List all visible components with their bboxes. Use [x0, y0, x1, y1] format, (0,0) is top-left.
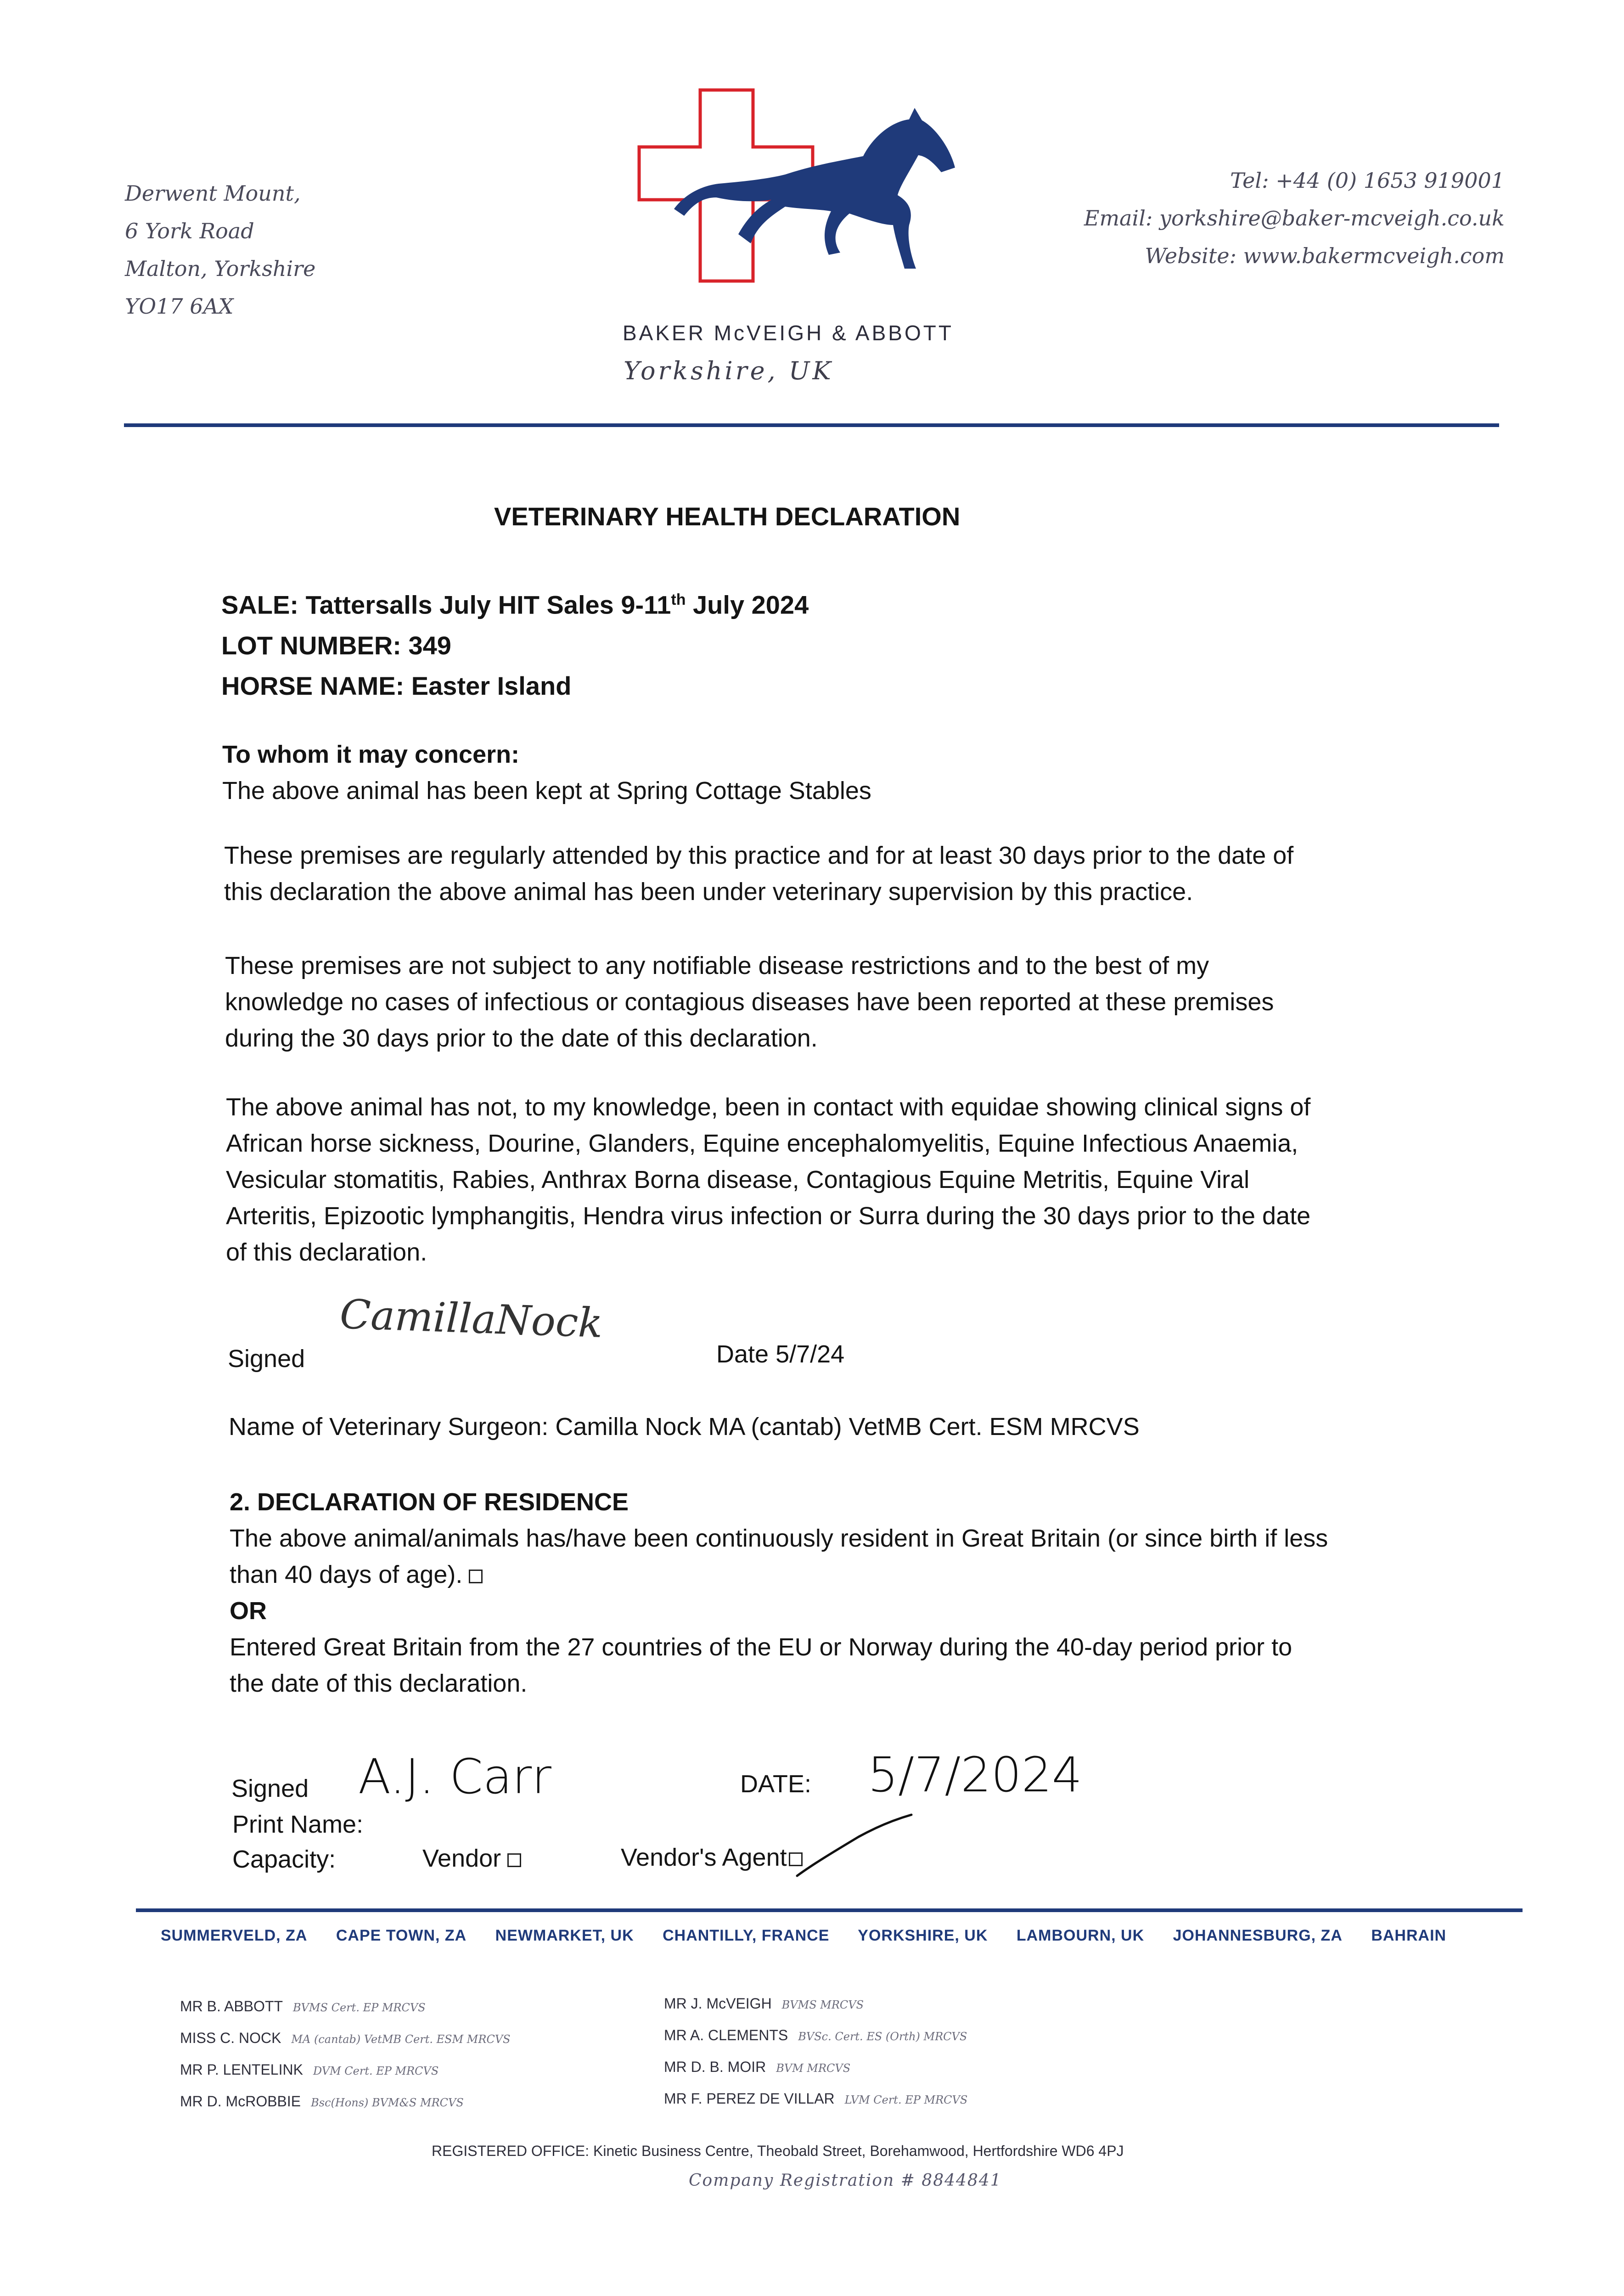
office-location: CAPE TOWN, ZA [336, 1927, 467, 1944]
vendor-checkbox[interactable] [507, 1853, 521, 1867]
document-title: VETERINARY HEALTH DECLARATION [494, 502, 961, 531]
print-name-label: Print Name: [232, 1811, 364, 1838]
practice-contact [1084, 162, 1505, 275]
footer-rule [136, 1908, 1523, 1912]
office-location: NEWMARKET, UK [495, 1927, 634, 1944]
staff-member: MR A. CLEMENTS BVSc. Cert. ES (Orth) MRCVS [664, 2027, 967, 2043]
staff-member: MR B. ABBOTT BVMS Cert. EP MRCVS [180, 1998, 426, 2015]
office-location: JOHANNESBURG, ZA [1173, 1927, 1343, 1944]
sale-details [221, 580, 809, 706]
vendor-date-value: 5/7/2024 [868, 1747, 1083, 1803]
website-line[interactable]: Website: www.bakermcveigh.com [1145, 243, 1505, 268]
address-line: Malton, Yorkshire [125, 256, 316, 281]
address-line: 6 York Road [125, 219, 254, 243]
staff-member: MR P. LENTELINK DVM Cert. EP MRCVS [180, 2061, 439, 2078]
staff-member: MR J. McVEIGH BVMS MRCVS [664, 1995, 864, 2012]
horse-name-line: HORSE NAME: Easter Island [221, 671, 572, 700]
email-line[interactable]: Email: yorkshire@baker-mcveigh.co.uk [1084, 206, 1505, 231]
salutation: To whom it may concern: [222, 741, 520, 768]
kept-at-line: The above animal has been kept at Spring Cottage Stables [222, 777, 871, 805]
vendor-date-label: DATE: [740, 1770, 812, 1798]
phone-line: Tel: +44 (0) 1653 919001 [1230, 168, 1505, 193]
intro-block [222, 737, 1462, 809]
office-location: CHANTILLY, FRANCE [663, 1927, 830, 1944]
office-location: BAHRAIN [1371, 1927, 1447, 1944]
company-location: Yorkshire, UK [624, 356, 834, 385]
capacity-label: Capacity: [232, 1846, 336, 1873]
vet-date: Date 5/7/24 [716, 1340, 845, 1368]
vendor-signed-label: Signed [231, 1775, 309, 1802]
staff-member: MR F. PEREZ DE VILLAR LVM Cert. EP MRCVS [664, 2090, 968, 2107]
residence-line-4: the date of this declaration. [230, 1670, 528, 1697]
galloping-horse-icon [674, 108, 955, 269]
address-line: YO17 6AX [125, 294, 234, 319]
vet-signature: CamillaNock [339, 1290, 604, 1347]
residence-line-1: The above animal/animals has/have been continuously resident in Great Britain (or since birth if less [230, 1525, 1328, 1552]
residence-section [230, 1484, 1538, 1702]
practice-address [125, 174, 315, 325]
staff-member: MISS C. NOCK MA (cantab) VetMB Cert. ESM MRCVS [180, 2030, 511, 2046]
vendor-option: Vendor [422, 1840, 521, 1877]
agent-tick-mark [794, 1809, 914, 1878]
company-name: BAKER McVEIGH & ABBOTT [623, 321, 954, 345]
registered-office: REGISTERED OFFICE: Kinetic Business Centre, Theobald Street, Borehamwood, Hertfordshire WD6 4PJ [432, 2143, 1124, 2159]
office-location: YORKSHIRE, UK [858, 1927, 988, 1944]
vendor-signature: A.J. Carr [358, 1749, 552, 1805]
supervision-paragraph: These premises are regularly attended by this practice and for at least 30 days prior to the date of this declaration the above animal has been under veterinary supervision by this practice. [224, 842, 1294, 906]
company-logo-icon [634, 87, 964, 289]
staff-member: MR D. McROBBIE Bsc(Hons) BVM&S MRCVS [180, 2093, 464, 2110]
lot-number-line: LOT NUMBER: 349 [221, 630, 451, 660]
vet-name-line: Name of Veterinary Surgeon: Camilla Nock MA (cantab) VetMB Cert. ESM MRCVS [229, 1413, 1140, 1441]
address-line: Derwent Mount, [125, 181, 301, 206]
vendor-agent-option: Vendor's Agent [621, 1840, 803, 1876]
residence-line-2: than 40 days of age). [230, 1557, 1538, 1593]
residence-line-3: Entered Great Britain from the 27 countries of the EU or Norway during the 40-day period prior to [230, 1633, 1292, 1661]
vet-signed-label: Signed [228, 1345, 305, 1373]
office-locations [161, 1927, 1446, 1945]
disease-contact-paragraph: The above animal has not, to my knowledge, been in contact with equidae showing clinical signs of African horse sickness, Dourine, Glanders, Equine encephalomyelitis, Equine Infectious Anaemia, Vesicular stomatitis, Rabies, Anthrax Borna disease, Contagious Equine Metritis, Equine Viral Arteritis, Epizootic lymphangitis, Hendra virus infection or Surra during the 30 days prior to the date of this declaration. [226, 1093, 1311, 1266]
restrictions-paragraph: These premises are not subject to any notifiable disease restrictions and to the best of my knowledge no cases of infectious or contagious diseases have been reported at these premises during the 30 days prior to the date of this declaration. [225, 952, 1274, 1052]
sale-line: SALE: Tattersalls July HIT Sales 9-11th July 2024 [221, 590, 809, 619]
header-rule [124, 423, 1499, 427]
resident-checkbox[interactable] [469, 1570, 483, 1583]
residence-heading: 2. DECLARATION OF RESIDENCE [230, 1488, 629, 1516]
staff-member: MR D. B. MOIR BVM MRCVS [664, 2059, 851, 2075]
staff-list-left [180, 1991, 511, 2118]
or-label: OR [230, 1597, 267, 1625]
office-location: SUMMERVELD, ZA [161, 1927, 308, 1944]
staff-list-right [664, 1988, 967, 2115]
company-registration: Company Registration # 8844841 [689, 2171, 1002, 2190]
office-location: LAMBOURN, UK [1016, 1927, 1145, 1944]
